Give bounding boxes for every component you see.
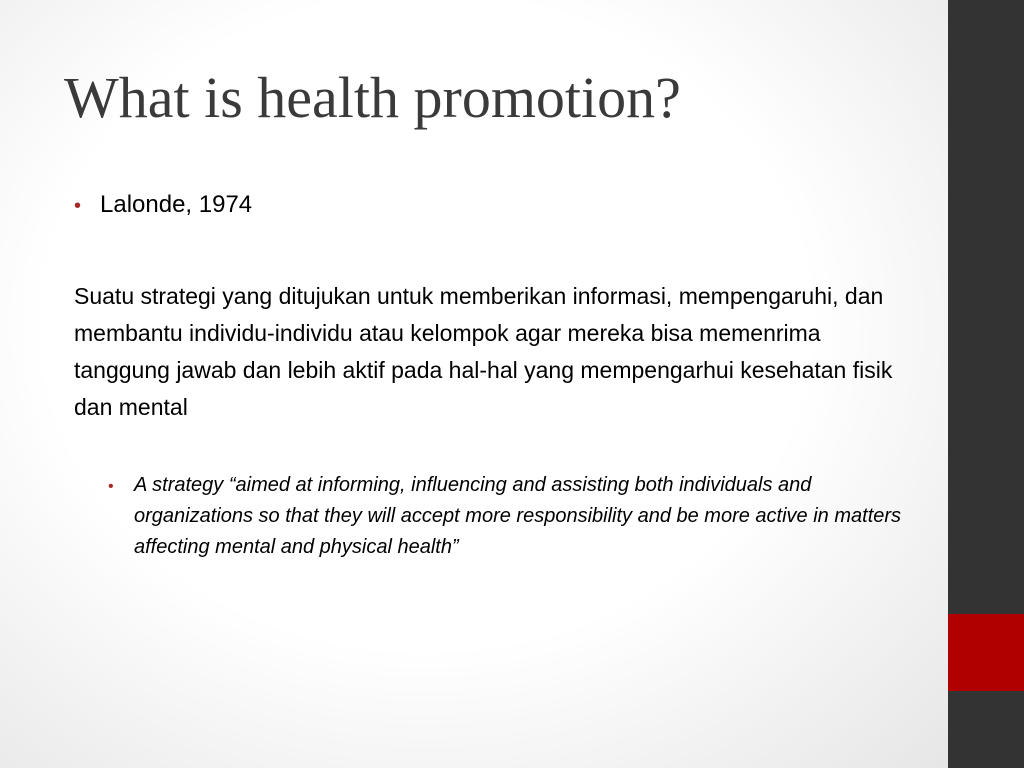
sidebar-decoration bbox=[948, 0, 1024, 768]
sub-bullet-icon: • bbox=[108, 478, 114, 495]
accent-block bbox=[948, 614, 1024, 691]
bullet-item-lalonde bbox=[74, 189, 252, 222]
slide-title: What is health promotion? bbox=[64, 65, 681, 130]
sub-bullet-item-quote bbox=[108, 470, 908, 563]
definition-paragraph: Suatu strategi yang ditujukan untuk memberikan informasi, mempengaruhi, dan membantu individu-individu atau kelompok agar mereka bisa memenrima tanggung jawab dan lebih aktif pada hal-hal yang mempengarhui kesehatan fisik dan mental bbox=[74, 283, 893, 420]
bullet-icon: • bbox=[74, 195, 82, 217]
bullet-text: Lalonde, 1974 bbox=[100, 191, 253, 218]
sub-bullet-text: A strategy “aimed at informing, influencing and assisting both individuals and organizations so that they will accept more responsibility and be more active in matters affecting mental and physical health” bbox=[134, 474, 902, 558]
